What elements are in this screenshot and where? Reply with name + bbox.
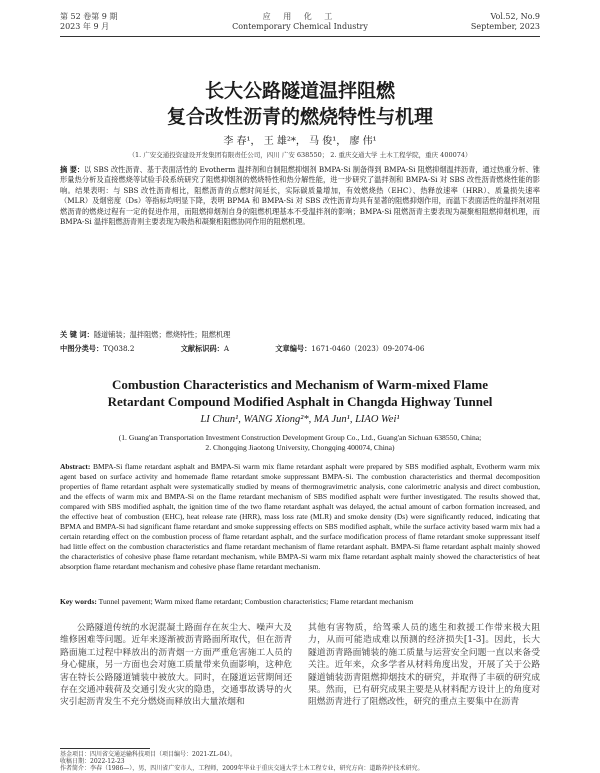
title-en [60,376,540,410]
title-cn-line2: 复合改性沥青的燃烧特性与机理 [166,106,433,128]
article-no-label: 文章编号： [275,344,312,353]
footnote [60,751,540,773]
keywords-cn-text: 隧道铺装；温拌阻燃；燃烧特性；阻燃机理 [93,330,231,339]
keywords-en [60,597,540,607]
keywords-en-text: Tunnel pavement; Warm mixed flame retardant; Combustion characteristics; Flame retardant mechanism [98,597,414,606]
body-column-left: 公路隧道传统的水泥混凝土路面存在灰尘大、噪声大及维修困难等问题。近年来逐渐被沥青路面所取代，但在沥青路面施工过程中释放出的沥青烟一方面严重危害施工人员的身心健康，另一方面也会对施工质量带来负面影响，这种危害在特长公路隧道铺装中被放大。同时，在隧道运营期间还存在交通冲载荷及交通引发火灾的隐患，交通事故诱导的火灾引起沥青发生不充分燃烧而释放出大量浓烟和 [60,623,292,708]
header-date-en: September, 2023 [470,22,540,31]
article-no-item [275,344,424,354]
title-cn-line1: 长大公路隧道温拌阻燃 [204,80,395,102]
body-column-right: 其他有害物质，给驾乘人员的逃生和救援工作带来极大阻力，从而可能造成难以预测的经济损失[1-3]。因此，长大隧道沥青路面铺装的施工质量与运营安全问题一直以来备受关注。近年来，众多学者从材料角度出发，开展了关于公路隧道铺装沥青阻燃抑烟技术的研究，并取得了丰硕的研究成果。然而，已有研究成果主要是从材料配方设计上的角度对阻燃沥青进行了阻燃改性，研究的重点主要集中在沥青 [308,623,540,708]
abstract-cn-text: 以 SBS 改性沥青、基于表面活性的 Evotherm 温拌剂和自制阻燃抑烟剂 BMPA-Si 制备得到 BMPA-Si 阻燃抑烟温拌沥青，通过热重分析、锥形量热分析及直接燃烧等试验手段系统研究了阻燃抑烟剂的燃烧特性和热分解性能，进一步研究了温拌剂和 BMPA-Si 对 SBS 改性沥青燃烧性能的影响。结果表明：与 SBS 改性沥青相比，阻燃沥青的点燃时间延长，实际碳质量增加，有效燃烧热（EHC）、热释放速率（HRR）、质量损失速率（MLR）及烟密度（Ds）等指标均明显下降，表明 BPMA 和 BMPA-Si 对 SBS 改性沥青均具有显著的阻燃抑烟作用，而温下表面活性的温拌剂对阻燃沥青的燃烧过程有一定的促进作用，而阻燃抑烟剂自身的阻燃机理基本不受温拌剂的影响；BMPA-Si 阻燃沥青主要表现为凝聚相阻燃抑烟机理，而 BMPA-Si 温拌阻燃沥青则主要表现为吸热和凝聚相阻燃协同作用的阻燃机理。 [60,165,540,227]
abstract-en-text: BMPA-Si flame retardant asphalt and BMPA-Si warm mix flame retardant asphalt were prepared by SBS modified asphalt, Evotherm warm mix agent based on surface activity and homemade flame retardant smoke suppressant BMPA-Si. The combustion characteristics and thermal decomposition properties of flame retardant asphalt were systematically studied by means of thermogravimetric analysis, cone calorimetric analysis and direct combustion, and the effects of warm mix and BMPA-Si on the flame retardant mechanism of SBS modified asphalt were further investigated. The results showed that, compared with SBS modified asphalt, the ignition time of the two flame retardant asphalt was delayed, the actual amount of carbon formation increased, and the effective heat of combustion (EHC), heat release rate (HRR), mass loss rate (MLR) and smoke density (Ds) were significantly reduced, indicating that BPMA and BMPA-Si had significant flame retardant and smoke suppressing effects on SBS modified asphalt, while the surface activity based warm mix had a certain retarding effect on the combustion process of flame retardant asphalt, and the surface modification process of flame retardant smoke suppressant itself had little effect on the combustion characteristics and flame retardant mechanism of flame retardant asphalt. BMPA-Si flame retardant asphalt mainly showed the characteristics of cohesive phase flame retardant mechanism, while BMPA-Si warm mix flame retardant asphalt mainly showed the characteristics of heat absorption flame retardant mechanism and cohesive phase flame retardant mechanism. [60,462,540,572]
affiliation-en-line1: (1. Guang'an Transportation Investment Construction Development Group Co., Ltd., Guang'an Sichuan 638550, China; [118,433,482,442]
header-journal [60,12,540,32]
abstract-cn [60,165,540,227]
keywords-en-label: Key words: [60,597,97,606]
article-no-value: 1671-0460（2023）09-2074-06 [311,344,425,353]
footnote-funding: 基金项目：四川省交通运输科技项目（项目编号：2021-ZL-04）。 [60,751,237,758]
doc-code-item [181,344,229,354]
footnote-received: 收稿日期：2022-12-23 [60,758,125,766]
keywords-cn-label: 关 键 词： [60,330,94,339]
header-date-cn: 2023 年 9 月 [60,22,110,31]
abstract-en [60,462,540,573]
header-volume-en: Vol.52, No.9 [490,12,540,21]
title-en-line2: Retardant Compound Modified Asphalt in Changda Highway Tunnel [107,394,493,409]
running-header [60,12,540,38]
abstract-en-label: Abstract: [60,462,91,471]
footnote-rule [60,748,150,749]
affiliation-en-line2: 2. Chongqing Jiaotong University, Chongqing 400074, China) [205,443,395,452]
affiliation-cn: （1. 广安交通投资建设开发集团有限责任公司，四川 广安 638550； 2. 重庆交通大学 土木工程学院，重庆 400074） [128,151,472,159]
clc-item [60,344,134,354]
title-cn [60,78,540,130]
authors-cn: 李 春¹， 王 雄²*， 马 俊¹， 廖 伟¹ [223,136,377,147]
affiliation-en [90,433,510,453]
header-volume-cn: 第 52 卷第 9 期 [60,12,118,21]
journal-name-en: Contemporary Chemical Industry [232,22,368,31]
abstract-cn-label: 摘 要： [60,165,85,174]
clc-label: 中图分类号： [60,344,104,353]
footnote-author: 作者简介：李春（1986—），男，四川省广安市人，工程师，2009年毕业于重庆交通大学土木工程专业，研究方向：道路养护技术研究。 [60,765,424,773]
keywords-cn [60,330,540,340]
authors-en: LI Chun¹, WANG Xiong²*, MA Jun¹, LIAO Wei¹ [200,414,400,425]
journal-name-cn: 应 用 化 工 [262,12,338,21]
doc-code-label: 文献标识码： [180,344,224,353]
title-en-line1: Combustion Characteristics and Mechanism of Warm-mixed Flame [111,377,488,392]
header-right [471,12,540,32]
header-rule [60,36,540,37]
clc-value: TQ038.2 [103,344,135,353]
classification-line [60,344,540,354]
doc-code-value: A [223,344,230,353]
